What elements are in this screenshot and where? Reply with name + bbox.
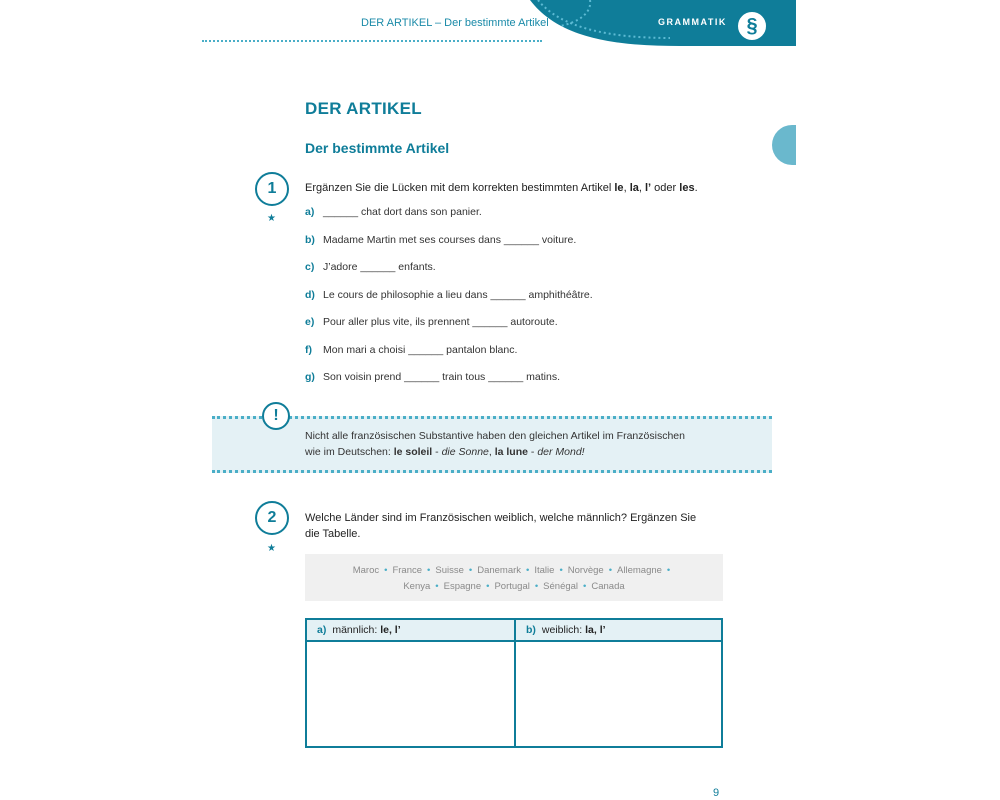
exercise-2-star-icon: ★ (267, 543, 276, 554)
word-bank-line-2: Kenya • Espagne • Portugal • Sénégal • Canada (305, 579, 723, 595)
word-item: Sénégal (543, 581, 579, 592)
exercise-item: e) Pour aller plus vite, ils prennent ______ autoroute. (305, 316, 558, 328)
word-item: Italie (534, 565, 555, 576)
exercise-2-number: 2 (255, 501, 289, 535)
exercise-item: a) ______ chat dort dans son panier. (305, 206, 482, 218)
word-item: France (392, 565, 423, 576)
word-bank-line-1: Maroc • France • Suisse • Danemark • Italie • Norvège • Allemagne • (305, 563, 723, 579)
word-item: Canada (591, 581, 625, 592)
table-header-feminine: b) weiblich: la, l’ (526, 624, 606, 636)
exercise-1-star-icon: ★ (267, 213, 276, 224)
answer-cell-feminine[interactable] (516, 642, 721, 746)
word-item: Suisse (435, 565, 464, 576)
running-head: DER ARTIKEL – Der bestimmte Artikel (361, 17, 549, 29)
table-header-masculine: a) männlich: le, l’ (317, 624, 401, 636)
header-dotted-line (202, 40, 542, 42)
side-tab-marker (772, 125, 796, 165)
exclamation-icon: ! (262, 402, 290, 430)
exercise-item: c) J’adore ______ enfants. (305, 261, 436, 273)
answer-cell-masculine[interactable] (307, 642, 514, 746)
word-bank (305, 554, 723, 601)
exercise-item: f) Mon mari a choisi ______ pantalon blanc. (305, 343, 518, 356)
info-text: Nicht alle französischen Substantive haben den gleichen Artikel im Französischen wie im Deutschen: le soleil - die Sonne, la lune - der Mond! (305, 430, 685, 458)
exercise-item: g) Son voisin prend ______ train tous ______ matins. (305, 371, 560, 383)
word-item: Kenya (403, 581, 431, 592)
exercise-1-number: 1 (255, 172, 289, 206)
page-number: 9 (713, 787, 720, 799)
word-item: Danemark (477, 565, 522, 576)
exercise-2-instruction: Welche Länder sind im Französischen weiblich, welche männlich? Ergänzen Sie die Tabelle. (305, 512, 697, 540)
exercise-item: d) Le cours de philosophie a lieu dans ______ amphithéâtre. (305, 288, 593, 301)
word-item: Norvège (567, 565, 604, 576)
exercise-1-instruction: Ergänzen Sie die Lücken mit dem korrekten bestimmten Artikel le, la, l’ oder les. (305, 182, 698, 194)
paragraph-icon: § (736, 10, 768, 42)
section-label: GRAMMATIK (658, 17, 727, 27)
word-item: Portugal (494, 581, 530, 592)
gender-table (305, 618, 723, 748)
word-item: Allemagne (617, 565, 662, 576)
word-item: Espagne (443, 581, 482, 592)
exercise-item: b) Madame Martin met ses courses dans ______ voiture. (305, 233, 577, 246)
page-subtitle: Der bestimmte Artikel (305, 140, 450, 156)
word-item: Maroc (352, 565, 380, 576)
page-title: DER ARTIKEL (305, 99, 422, 118)
exercise-1-items (305, 206, 593, 399)
